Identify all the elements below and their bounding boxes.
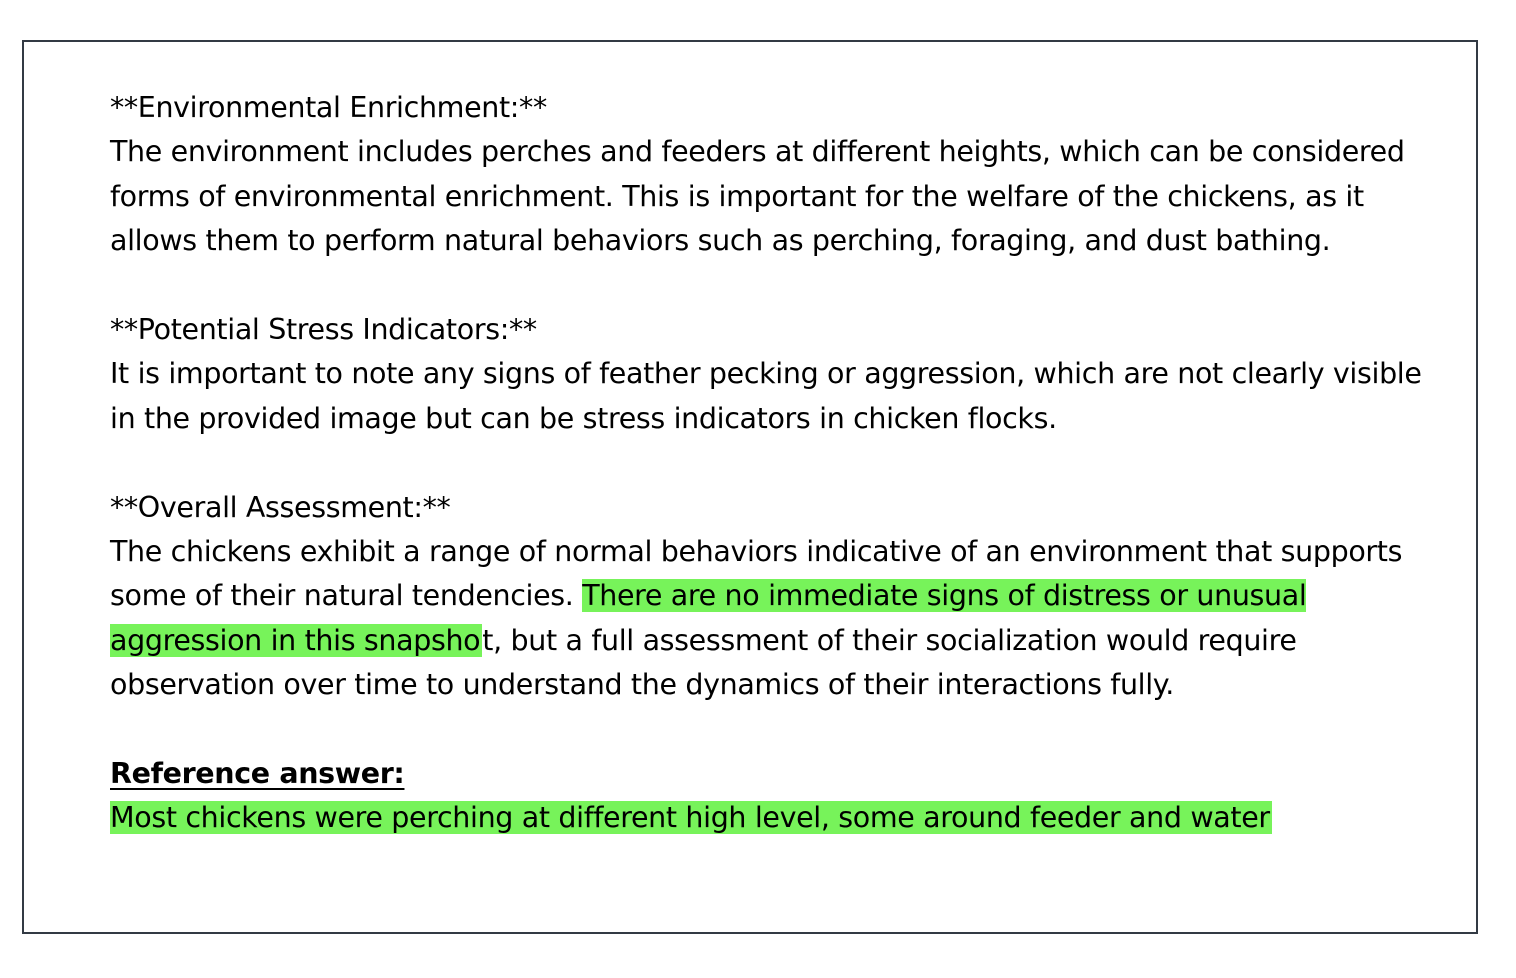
document-content — [110, 86, 1450, 841]
stress-heading: **Potential Stress Indicators:** — [110, 313, 537, 347]
paragraph-gap — [110, 264, 1450, 308]
reference-heading: Reference answer: — [110, 757, 405, 791]
overall-body-highlight: There are no immediate signs of distress or unusual aggression in this snapsho — [110, 579, 1307, 657]
overall-body-part2: t, but a full assessment of their socialization would require observation over time to understand the dynamics of their interactions fully. — [110, 623, 1297, 702]
enrichment-body: The environment includes perches and feeders at different heights, which can be considered forms of environmental enrichment. This is important for the welfare of the chickens, as it allows them to perform natural behaviors such as perching, foraging, and dust bathing. — [110, 135, 1405, 258]
enrichment-heading: **Environmental Enrichment:** — [110, 91, 547, 124]
paragraph-gap — [110, 441, 1450, 485]
paragraph-gap — [110, 708, 1450, 752]
overall-heading: **Overall Assessment:** — [110, 490, 451, 524]
overall-body — [110, 530, 1450, 708]
reference-answer: Most chickens were perching at different high level, some around feeder and water — [110, 801, 1270, 835]
stress-body: It is important to note any signs of feather pecking or aggression, which are not clearly visible in the provided image but can be stress indicators in chicken flocks. — [110, 357, 1422, 435]
overall-body-part1: The chickens exhibit a range of normal behaviors indicative of an environment that supports some of their natural tendencies. — [110, 535, 1403, 613]
reference-answer-line — [110, 796, 1450, 840]
reference-heading-line — [110, 752, 1450, 796]
